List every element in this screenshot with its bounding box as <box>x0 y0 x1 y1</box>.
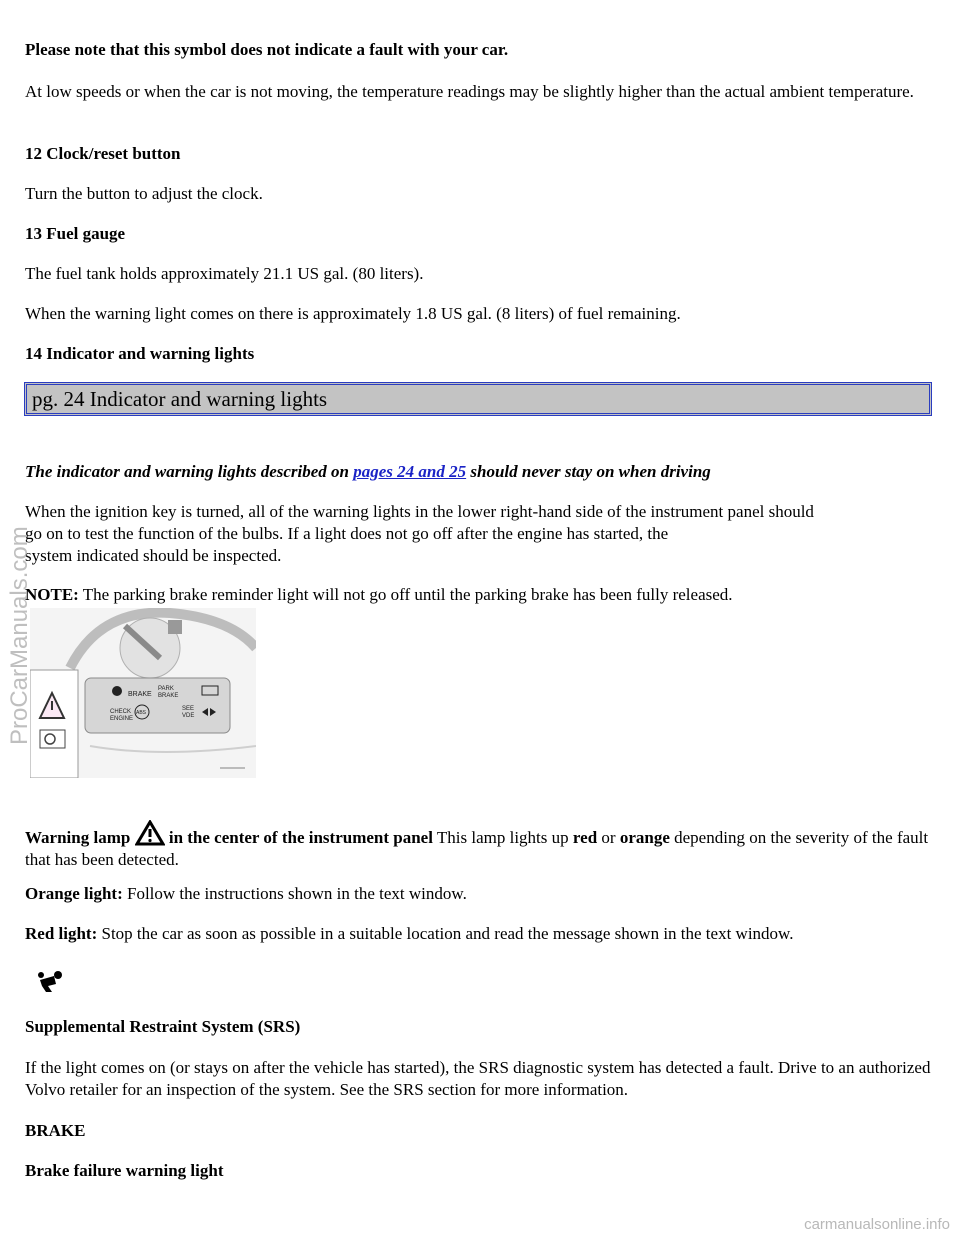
brake-failure-heading: Brake failure warning light <box>25 1161 224 1180</box>
panel-label-see: SEE <box>182 706 195 712</box>
warning-lamp-or: or <box>597 828 620 847</box>
heading-indicator-lights: 14 Indicator and warning lights <box>25 344 255 363</box>
bottom-watermark: carmanualsonline.info <box>804 1216 950 1233</box>
panel-label-park-1: PARK <box>158 686 174 692</box>
heading-clock-reset: 12 Clock/reset button <box>25 144 181 163</box>
srs-heading: Supplemental Restraint System (SRS) <box>25 1017 301 1036</box>
srs-airbag-icon <box>36 970 66 994</box>
srs-paragraph: If the light comes on (or stays on after the vehicle has started), the SRS diagnostic system has detected a fault. Drive to an authorized Volvo retailer for an inspection of the system. See the SRS section for more information. <box>25 1058 931 1099</box>
panel-label-brake: BRAKE <box>128 691 152 698</box>
warning-lamp-red: red <box>572 828 598 847</box>
orange-light-label: Orange light: <box>25 884 123 903</box>
section-header-title: pg. 24 Indicator and warning lights <box>32 387 328 411</box>
clock-paragraph: Turn the button to adjust the clock. <box>25 184 263 203</box>
ignition-line-1: When the ignition key is turned, all of the warning lights in the lower right-hand side of the instrument panel should <box>25 502 814 521</box>
ignition-line-3: system indicated should be inspected. <box>25 546 282 565</box>
warning-lamp-label: Warning lamp <box>25 828 131 847</box>
intro-paragraph <box>25 461 940 483</box>
orange-light-paragraph <box>25 883 940 905</box>
side-watermark-text: ProCarManuals.com <box>6 526 33 745</box>
note-text: The parking brake reminder light will not go off until the parking brake has been fully released. <box>78 585 733 604</box>
ignition-line-2: go on to test the function of the bulbs. If a light does not go off after the engine has started, the <box>25 524 669 543</box>
section-header-bar <box>24 382 932 416</box>
warning-triangle-icon <box>135 820 165 846</box>
fuel-capacity-paragraph: The fuel tank holds approximately 21.1 US gal. (80 liters). <box>25 264 424 283</box>
panel-label-abs: ABS <box>136 710 147 716</box>
heading-fuel-gauge: 13 Fuel gauge <box>25 224 126 243</box>
warning-lamp-text-1: This lamp lights up <box>432 828 573 847</box>
warning-lamp-paragraph <box>25 820 940 871</box>
warning-lamp-text-2: depending on the severity of the fault that has been detected. <box>25 828 929 869</box>
brake-heading: BRAKE <box>25 1121 86 1140</box>
instrument-panel-illustration <box>30 608 256 778</box>
fault-note: Please note that this symbol does not indicate a fault with your car. <box>25 40 509 59</box>
panel-label-vde: VDE <box>182 713 195 719</box>
warning-lamp-orange: orange <box>619 828 670 847</box>
intro-post: should never stay on when driving <box>466 462 711 481</box>
temperature-paragraph: At low speeds or when the car is not moving, the temperature readings may be slightly higher than the actual ambient temperature. <box>25 82 914 101</box>
warning-lamp-location: in the center of the instrument panel <box>164 828 433 847</box>
orange-light-text: Follow the instructions shown in the text window. <box>122 884 467 903</box>
fuel-warning-paragraph: When the warning light comes on there is approximately 1.8 US gal. (8 liters) of fuel remaining. <box>25 304 681 323</box>
red-light-paragraph <box>25 923 940 945</box>
note-paragraph <box>25 584 940 606</box>
ignition-paragraph <box>25 501 940 567</box>
panel-label-park-2: BRAKE <box>158 693 179 699</box>
panel-label-check: CHECK <box>110 709 132 715</box>
red-light-text: Stop the car as soon as possible in a suitable location and read the message shown in the text window. <box>97 924 794 943</box>
note-label: NOTE: <box>25 585 79 604</box>
side-watermark <box>0 520 37 750</box>
red-light-label: Red light: <box>25 924 98 943</box>
panel-srs-icon <box>112 686 122 696</box>
panel-label-engine: ENGINE <box>110 716 134 722</box>
pages-link[interactable]: pages 24 and 25 <box>353 462 467 481</box>
intro-pre: The indicator and warning lights described on <box>25 462 354 481</box>
